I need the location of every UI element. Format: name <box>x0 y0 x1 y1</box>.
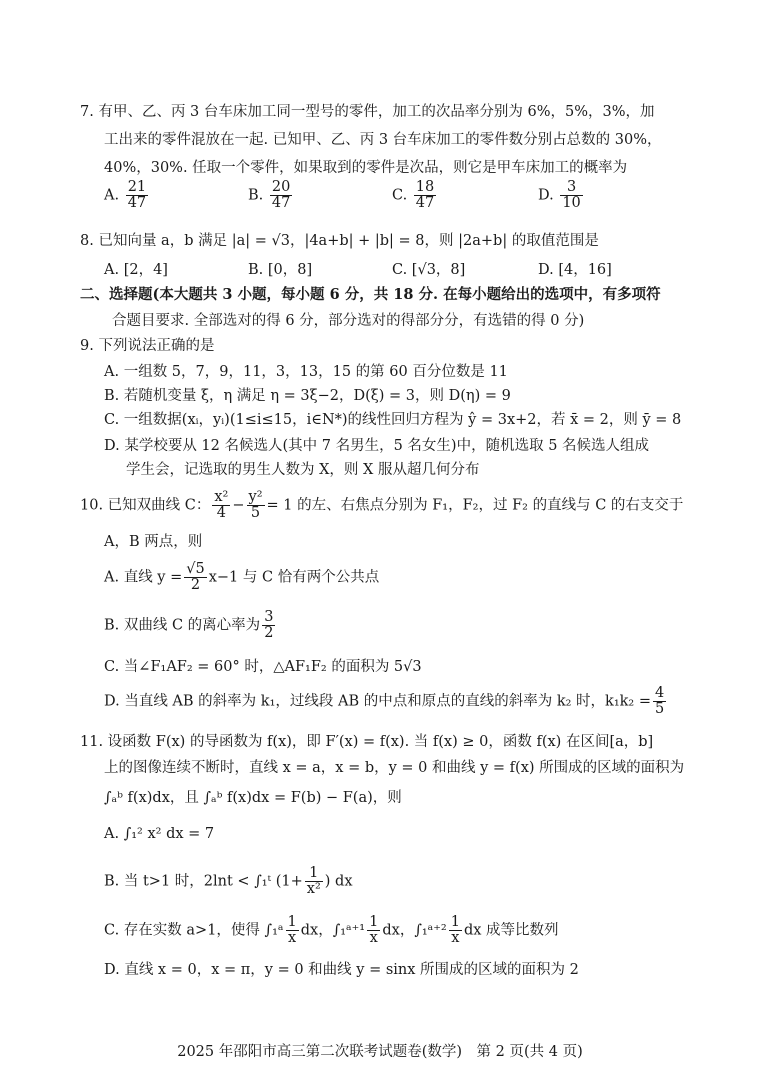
option-text: ) dx <box>324 873 353 890</box>
fraction <box>212 490 230 521</box>
fraction-numerator: 3 <box>560 180 582 196</box>
fraction <box>449 915 462 946</box>
option-text: x−1 与 C 恰有两个公共点 <box>208 569 380 586</box>
q9-option-b: B. 若随机变量 ξ，η 满足 η = 3ξ−2，D(ξ) = 3，则 D(η) = 9 <box>104 388 511 404</box>
fraction <box>184 562 206 593</box>
q8-line1: 8. 已知向量 a，b 满足 |a| = √3，|4a+b| + |b| = 8，则 |2a+b| 的取值范围是 <box>80 233 599 249</box>
fraction-denominator: 2 <box>190 577 201 594</box>
q11-line2: 上的图像连续不断时，直线 x = a，x = b，y = 0 和曲线 y = f(x) 所围成的区域的面积为 <box>104 760 685 776</box>
fraction-denominator: 2 <box>264 625 274 642</box>
option-label: A. <box>104 187 120 204</box>
fraction-numerator: 1 <box>305 866 323 882</box>
q7-line1: 7. 有甲、乙、丙 3 台车床加工同一型号的零件，加工的次品率分别为 6%，5%，3%，加 <box>80 104 655 120</box>
fraction-denominator: x <box>369 930 378 947</box>
fraction <box>560 180 582 211</box>
minus-sign: − <box>232 497 245 514</box>
q11-option-d: D. 直线 x = 0，x = π，y = 0 和曲线 y = sinx 所围成的区域的面积为 2 <box>104 962 579 978</box>
fraction <box>247 490 265 521</box>
fraction-numerator: 21 <box>127 179 147 195</box>
option-text: dx 成等比数列 <box>463 922 559 939</box>
q9-option-c: C. 一组数据(xᵢ，yᵢ)(1≤i≤15，i∈N*)的线性回归方程为 ŷ = 3x+2，若 x̄ = 2，则 ȳ = 8 <box>104 412 682 428</box>
fraction-denominator: 10 <box>562 195 581 212</box>
fraction <box>270 180 292 211</box>
option-text: D. 当直线 AB 的斜率为 k₁，过线段 AB 的中点和原点的直线的斜率为 k₂ 时，k₁k₂ = <box>104 693 651 710</box>
fraction-numerator: y² <box>248 489 263 505</box>
fraction-denominator: 5 <box>655 701 665 718</box>
fraction <box>653 686 666 717</box>
q9-option-d-line2: 学生会，记选取的男生人数为 X，则 X 服从超几何分布 <box>126 462 480 478</box>
q7-option-d <box>538 180 585 211</box>
q11-option-a: A. ∫₁² x² dx = 7 <box>104 826 215 842</box>
section2-header-line1: 二、选择题(本大题共 3 小题，每小题 6 分，共 18 分. 在每小题给出的选项中，有多项符 <box>80 286 661 303</box>
q11-line1: 11. 设函数 F(x) 的导函数为 f(x)，即 F′(x) = f(x). 当 f(x) ≥ 0，函数 f(x) 在区间[a，b] <box>80 734 654 750</box>
fraction-numerator: 18 <box>415 179 435 195</box>
fraction-denominator: 47 <box>271 195 291 212</box>
option-label: D. <box>538 187 554 204</box>
option-label: B. <box>248 187 264 204</box>
q8-option-d: D. [4，16] <box>538 262 612 278</box>
q9-stem: 9. 下列说法正确的是 <box>80 338 215 354</box>
q7-option-c <box>392 180 438 211</box>
q7-line2: 工出来的零件混放在一起. 已知甲、乙、丙 3 台车床加工的零件数分别占总数的 30%， <box>104 132 662 148</box>
q10-option-d <box>104 686 668 717</box>
fraction-denominator: x² <box>306 881 321 898</box>
fraction <box>367 915 380 946</box>
option-text: A. 直线 y = <box>104 569 183 586</box>
fraction <box>414 180 436 211</box>
q10-post-text: = 1 的左、右焦点分别为 F₁，F₂，过 F₂ 的直线与 C 的右支交于 <box>266 497 684 514</box>
fraction-numerator: 1 <box>287 914 297 930</box>
option-text: B. 双曲线 C 的离心率为 <box>104 617 261 634</box>
fraction-numerator: x² <box>214 489 229 505</box>
q8-option-a: A. [2，4] <box>104 262 168 278</box>
fraction-numerator: 20 <box>271 179 291 195</box>
section2-header-line2: 合题目要求. 全部选对的得 6 分，部分选对的得部分分，有选错的得 0 分) <box>112 313 585 329</box>
fraction <box>126 180 148 211</box>
q10-option-a <box>104 562 379 593</box>
q9-option-d-line1: D. 某学校要从 12 名候选人(其中 7 名男生，5 名女生)中，随机选取 5 名候选人组成 <box>104 438 650 454</box>
q11-option-b <box>104 866 353 897</box>
fraction-denominator: 4 <box>216 505 226 522</box>
q7-option-b <box>248 180 294 211</box>
q10-line2: A，B 两点，则 <box>104 534 203 550</box>
fraction-denominator: 5 <box>250 505 261 522</box>
fraction-denominator: x <box>451 930 460 947</box>
fraction-denominator: 47 <box>415 195 435 212</box>
option-text: C. 存在实数 a>1，使得 ∫₁ᵃ <box>104 922 284 939</box>
fraction <box>262 610 275 641</box>
fraction-denominator: x <box>288 930 297 947</box>
option-text: dx，∫₁ᵃ⁺¹ <box>300 922 366 939</box>
q10-pre-text: 10. 已知双曲线 C： <box>80 497 211 514</box>
q10-line1 <box>80 490 683 521</box>
fraction <box>286 915 299 946</box>
q11-line3: ∫ₐᵇ f(x)dx，且 ∫ₐᵇ f(x)dx = F(b) − F(a)，则 <box>104 790 402 806</box>
option-text: dx，∫₁ᵃ⁺² <box>382 922 447 939</box>
fraction <box>305 866 323 897</box>
fraction-numerator: 4 <box>655 685 665 701</box>
page-footer: 2025 年邵阳市高三第二次联考试题卷(数学) 第 2 页(共 4 页) <box>177 1044 583 1060</box>
q10-option-c: C. 当∠F₁AF₂ = 60° 时，△AF₁F₂ 的面积为 5√3 <box>104 659 422 675</box>
fraction-denominator: 47 <box>127 195 147 212</box>
fraction-numerator: 3 <box>264 609 274 625</box>
q11-option-c <box>104 915 559 946</box>
q8-option-c: C. [√3，8] <box>392 262 466 278</box>
q7-line3: 40%，30%. 任取一个零件，如果取到的零件是次品，则它是甲车床加工的概率为 <box>104 160 628 176</box>
q8-option-b: B. [0，8] <box>248 262 313 278</box>
option-label: C. <box>392 187 408 204</box>
q7-option-a <box>104 180 150 211</box>
q9-option-a: A. 一组数 5，7，9，11，3，13，15 的第 60 百分位数是 11 <box>104 364 508 380</box>
option-text: B. 当 t>1 时，2lnt < ∫₁ᵗ (1+ <box>104 873 303 890</box>
fraction-numerator: 1 <box>450 914 460 930</box>
q10-option-b <box>104 610 277 641</box>
fraction-numerator: 1 <box>369 914 379 930</box>
fraction-numerator: √5 <box>186 561 205 577</box>
